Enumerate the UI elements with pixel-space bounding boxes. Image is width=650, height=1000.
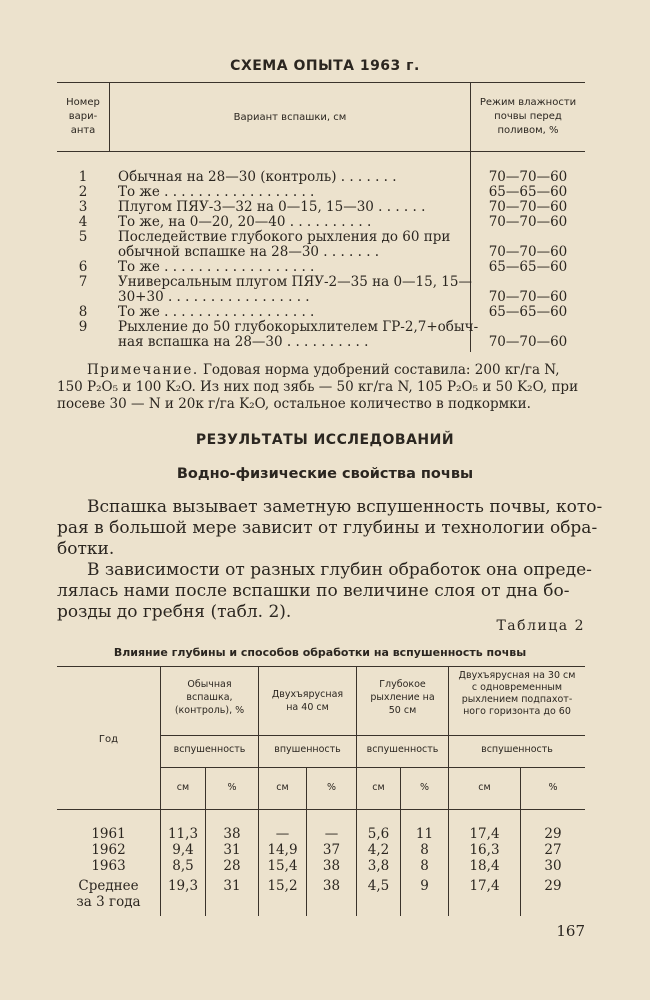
row-variant: Универсальным плугом ПЯУ-2—35 на 0—15, 15—	[118, 274, 472, 290]
table1-header-variant: Вариант вспашки, см	[233, 112, 347, 123]
table1-row	[57, 230, 585, 245]
table2-label: Таблица 2	[496, 618, 585, 634]
row-variant: Рыхление до 50 глубокорыхлителем ГР-2,7+обыч-	[118, 319, 479, 335]
row-moisture: 65—65—60	[488, 184, 568, 200]
table2-cell: 4,2	[367, 842, 390, 858]
table2-cell: 17,4	[469, 878, 500, 894]
table2-cell: 37	[322, 842, 341, 858]
table1-row	[57, 275, 585, 290]
table2-unit: %	[419, 782, 430, 793]
table2-cell: —	[324, 826, 339, 842]
row-variant: 30+30 . . . . . . . . . . . . . . . . .	[118, 289, 310, 305]
table2-group-rule	[160, 735, 585, 736]
table1-title: СХЕМА ОПЫТА 1963 г.	[230, 58, 420, 74]
table2-cell: 38	[223, 826, 241, 842]
note-label: Примечание.	[87, 362, 199, 378]
row-moisture: 70—70—60	[488, 244, 568, 260]
table2-cell: 31	[223, 878, 241, 894]
table2-cell: 30	[544, 858, 562, 874]
table2-unit: %	[227, 782, 237, 793]
table1-header-number: Номер вари- анта	[66, 97, 100, 136]
table2-sub-3: вспушенность	[366, 744, 439, 755]
row-number: 6	[78, 259, 88, 275]
table1-row	[57, 290, 585, 305]
row-number: 7	[78, 274, 88, 290]
row-number: 1	[78, 169, 88, 185]
table2-year: 1961	[91, 826, 126, 842]
table1-row	[57, 245, 585, 260]
table1-row	[57, 260, 585, 275]
table1-body	[57, 170, 585, 350]
row-moisture: 65—65—60	[488, 304, 568, 320]
table2-group-1: Обычная вспашка, (контроль), %	[174, 679, 245, 716]
row-moisture: 65—65—60	[488, 259, 568, 275]
table2-cell: 38	[322, 878, 341, 894]
table2-sub-2: впушенность	[274, 744, 341, 755]
row-variant: То же, на 0—20, 20—40 . . . . . . . . . .	[118, 214, 372, 230]
table1-row	[57, 305, 585, 320]
table1-header-rule	[57, 151, 585, 152]
paragraph-1: Вспашка вызывает заметную вспушенность почвы, кото- рая в большой мере зависит от глубины и технологии обра- ботки.	[57, 497, 603, 559]
row-moisture: 70—70—60	[488, 214, 568, 230]
table2-sub-1: вспушенность	[173, 744, 246, 755]
row-variant: То же . . . . . . . . . . . . . . . . . .	[118, 184, 315, 200]
table2-cell: 18,4	[469, 858, 500, 874]
table2-cell: 19,3	[167, 878, 199, 894]
table2-cell: 29	[544, 878, 562, 894]
table2-cell: 27	[544, 842, 562, 858]
table2-cell: 8	[420, 842, 429, 858]
table1-row	[57, 185, 585, 200]
table2-year: 1963	[91, 858, 126, 874]
subsection-title: Водно-физические свойства почвы	[176, 466, 474, 482]
table2-year-header: Год	[98, 734, 119, 745]
row-moisture: 70—70—60	[488, 199, 568, 215]
table2-unit: см	[176, 782, 190, 793]
table2-cell: 15,2	[267, 878, 298, 894]
table2-group-2: Двухъярусная на 40 см	[271, 689, 344, 713]
table1-row	[57, 335, 585, 350]
table2-unit: см	[372, 782, 385, 793]
table2-cell: 9	[420, 878, 429, 894]
row-variant: Последействие глубокого рыхления до 60 при	[118, 229, 451, 245]
row-number: 2	[78, 184, 88, 200]
table1-row	[57, 320, 585, 335]
table2-sub-rule	[160, 767, 585, 768]
table1-row	[57, 170, 585, 185]
table2-group-4: Двухъярусная на 30 см с одновременным рыхлением подпахот- ного горизонта до 60	[458, 670, 576, 717]
row-variant: То же . . . . . . . . . . . . . . . . . .	[118, 259, 315, 275]
row-moisture: 70—70—60	[488, 334, 568, 350]
fertilizer-note: Примечание. Годовая норма удобрений составила: 200 кг/га N, 150 P₂O₅ и 100 K₂O. Из них под зябь — 50 кг/га N, 105 P₂O₅ и 50 K₂O, при посеве 30 — N и 20к г/га K₂O, остальное количество в подкормки.	[57, 362, 579, 412]
table2-unit: %	[548, 782, 558, 793]
row-moisture: 70—70—60	[488, 289, 568, 305]
table2-cell: 8	[420, 858, 429, 874]
table2-header-rule	[57, 809, 585, 810]
table2-unit: %	[326, 782, 337, 793]
table2-cell: 16,3	[469, 842, 500, 858]
table2-unit: см	[478, 782, 491, 793]
row-variant: Обычная на 28—30 (контроль) . . . . . . .	[118, 169, 397, 185]
table2-cell: 28	[223, 858, 241, 874]
paragraph-2: В зависимости от разных глубин обработок она опреде- лялась нами после вспашки по величине слоя от дна бо- розды до гребня (табл. 2).	[57, 560, 592, 622]
row-number: 9	[78, 319, 88, 335]
table2-cell: 11	[415, 826, 434, 842]
table2-cell: 4,5	[367, 878, 390, 894]
section-title: РЕЗУЛЬТАТЫ ИССЛЕДОВАНИЙ	[195, 432, 455, 448]
table2-cell: 11,3	[167, 826, 199, 842]
table2-cell: 9,4	[172, 842, 194, 858]
table2-year: 1962	[91, 842, 126, 858]
row-variant: ная вспашка на 28—30 . . . . . . . . . .	[118, 334, 369, 350]
row-number: 5	[78, 229, 88, 245]
table2-cell: 31	[223, 842, 241, 858]
row-variant: Плугом ПЯУ-3—32 на 0—15, 15—30 . . . . . .	[118, 199, 426, 215]
table2-cell: 8,5	[172, 858, 194, 874]
row-variant: То же . . . . . . . . . . . . . . . . . .	[118, 304, 315, 320]
row-number: 3	[78, 199, 88, 215]
row-variant: обычной вспашке на 28—30 . . . . . . .	[118, 244, 380, 260]
table2-sub-4: вспушенность	[481, 744, 553, 755]
table2-cell: 17,4	[469, 826, 500, 842]
table2-year: Среднее за 3 года	[76, 878, 141, 910]
table1-row	[57, 200, 585, 215]
table2-cell: 14,9	[267, 842, 298, 858]
table2-cell: 15,4	[267, 858, 298, 874]
table2-cell: —	[275, 826, 290, 842]
table1-top-rule	[57, 82, 585, 83]
table2-title: Влияние глубины и способов обработки на вспушенность почвы	[113, 646, 527, 659]
row-number: 4	[78, 214, 88, 230]
table1-row	[57, 215, 585, 230]
table2-unit: см	[276, 782, 289, 793]
row-moisture: 70—70—60	[488, 169, 568, 185]
page-number: 167	[556, 922, 585, 940]
table2-top-rule	[57, 666, 585, 667]
row-number: 8	[78, 304, 88, 320]
table2-cell: 29	[544, 826, 562, 842]
table2-cell: 5,6	[367, 826, 390, 842]
table2-cell: 3,8	[367, 858, 390, 874]
table1-header-moisture: Режим влажности почвы перед поливом, %	[479, 97, 577, 136]
table2-cell: 38	[322, 858, 341, 874]
table2-group-3: Глубокое рыхление на 50 см	[370, 679, 435, 716]
